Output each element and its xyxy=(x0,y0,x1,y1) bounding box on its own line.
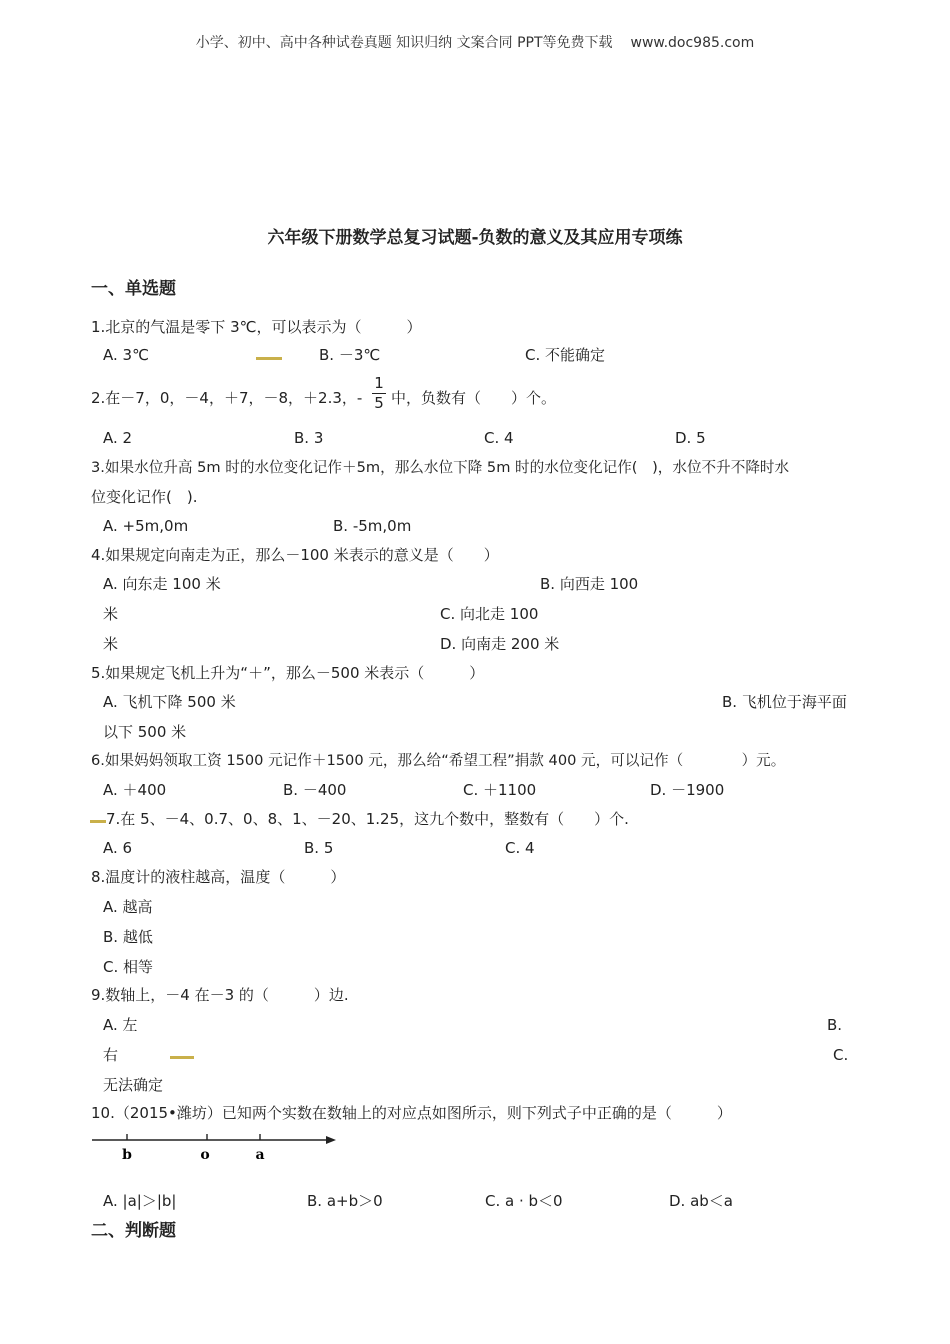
q10-option-d: D. ab＜a xyxy=(669,1192,733,1210)
q4-option-d: D. 向南走 200 米 xyxy=(440,635,560,653)
q9-option-b: B. xyxy=(827,1016,843,1034)
q4-option-c: C. 向北走 100 xyxy=(440,605,539,623)
number-line-figure xyxy=(90,1128,350,1168)
q10-option-c: C. a · b＜0 xyxy=(485,1192,563,1210)
q6-stem: 6.如果妈妈领取工资 1500 元记作＋1500 元，那么给“希望工程”捐款 400 元，可以记作（ ）元。 xyxy=(91,752,786,769)
q8-option-b: B. 越低 xyxy=(103,928,153,946)
q3-stem-line2: 位变化记作( ). xyxy=(91,488,198,506)
q5-stem: 5.如果规定飞机上升为“＋”，那么－500 米表示（ ） xyxy=(91,664,485,682)
q1-stem: 1.北京的气温是零下 3℃，可以表示为（ ） xyxy=(91,318,422,336)
q2-fraction xyxy=(372,376,386,411)
q4-option-b-continued: 米 xyxy=(103,605,119,623)
q2-option-b: B. 3 xyxy=(294,429,324,447)
q6-option-d: D. －1900 xyxy=(650,781,725,799)
q4-option-a: A. 向东走 100 米 xyxy=(103,575,221,593)
q3-stem-line1: 3.如果水位升高 5m 时的水位变化记作＋5m，那么水位下降 5m 时的水位变化记作( )，水位不升不降时水 xyxy=(91,459,790,476)
q4-option-c-continued: 米 xyxy=(103,635,119,653)
fraction-numerator: 1 xyxy=(374,374,384,392)
q3-option-a: A. +5m,0m xyxy=(103,517,189,535)
section-heading-single-choice: 一、单选题 xyxy=(91,279,176,299)
q9-option-c-continued: 无法确定 xyxy=(103,1076,164,1094)
q10-option-b: B. a+b＞0 xyxy=(307,1192,383,1210)
q5-option-b: B. 飞机位于海平面 xyxy=(722,693,847,711)
q5-option-b-continued: 以下 500 米 xyxy=(103,723,187,741)
q2-stem-part1: 2.在－7，0，－4，＋7，－8，＋2.3，- xyxy=(91,389,363,407)
label-b: b xyxy=(122,1147,132,1163)
q1-option-b: B. －3℃ xyxy=(319,346,381,364)
q8-option-a: A. 越高 xyxy=(103,898,153,916)
highlight-mark xyxy=(90,820,106,823)
highlight-mark xyxy=(170,1056,194,1059)
number-line-arrow xyxy=(326,1136,336,1144)
q1-option-c: C. 不能确定 xyxy=(525,346,606,364)
label-a: a xyxy=(255,1147,265,1163)
label-o: o xyxy=(200,1147,210,1163)
q8-option-c: C. 相等 xyxy=(103,958,154,976)
q2-option-c: C. 4 xyxy=(484,429,514,447)
page-header xyxy=(0,35,950,52)
q4-stem: 4.如果规定向南走为正，那么－100 米表示的意义是（ ） xyxy=(91,546,499,564)
q9-option-b-continued: 右 xyxy=(103,1046,119,1064)
q8-stem: 8.温度计的液柱越高，温度（ ） xyxy=(91,868,346,886)
q10-option-a: A. |a|＞|b| xyxy=(103,1192,177,1210)
q5-option-a: A. 飞机下降 500 米 xyxy=(103,693,236,711)
q2-stem-part2: 中，负数有（ ）个。 xyxy=(391,389,557,407)
q9-option-c: C. xyxy=(833,1046,849,1064)
q9-stem: 9.数轴上，－4 在－3 的（ ）边. xyxy=(91,986,349,1004)
q6-option-a: A. ＋400 xyxy=(103,781,167,799)
q9-option-a: A. 左 xyxy=(103,1016,138,1034)
section-heading-true-false: 二、判断题 xyxy=(91,1221,176,1241)
q10-stem: 10.（2015•潍坊）已知两个实数在数轴上的对应点如图所示，则下列式子中正确的是（ ） xyxy=(91,1104,732,1122)
q2-option-d: D. 5 xyxy=(675,429,706,447)
q4-option-b: B. 向西走 100 xyxy=(540,575,639,593)
q6-option-b: B. －400 xyxy=(283,781,347,799)
q7-option-a: A. 6 xyxy=(103,839,133,857)
q7-option-c: C. 4 xyxy=(505,839,535,857)
q1-option-a: A. 3℃ xyxy=(103,346,149,364)
fraction-denominator: 5 xyxy=(374,394,384,412)
q2-option-a: A. 2 xyxy=(103,429,133,447)
header-url[interactable]: www.doc985.com xyxy=(630,35,755,51)
q3-option-b: B. -5m,0m xyxy=(333,517,412,535)
highlight-mark xyxy=(256,357,282,360)
q7-option-b: B. 5 xyxy=(304,839,334,857)
q6-option-c: C. ＋1100 xyxy=(463,781,537,799)
document-title: 六年级下册数学总复习试题-负数的意义及其应用专项练 xyxy=(267,228,683,248)
q7-stem: 7.在 5、－4、0.7、0、8、1、－20、1.25，这九个数中，整数有（ ）个. xyxy=(106,810,629,828)
header-left-text: 小学、初中、高中各种试卷真题 知识归纳 文案合同 PPT等免费下载 xyxy=(195,35,613,51)
